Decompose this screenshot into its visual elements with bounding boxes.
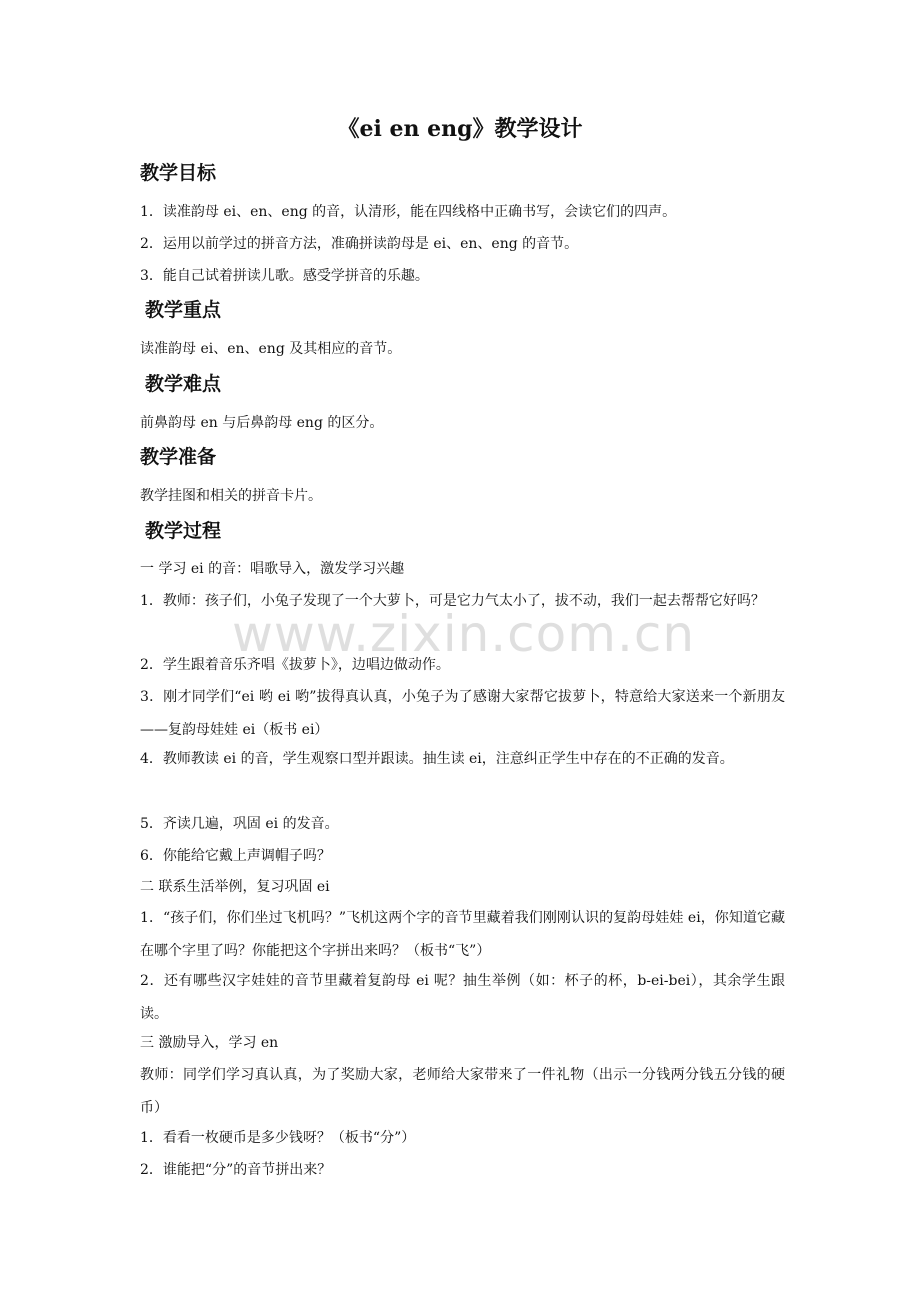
process-line: 1．教师：孩子们，小兔子发现了一个大萝卜，可是它力气太小了，拔不动，我们一起去帮帮它好吗？ bbox=[140, 593, 765, 609]
difficulties-text: 前鼻韵母 en 与后鼻韵母 eng 的区分。 bbox=[140, 415, 384, 431]
objective-item-2: 2．运用以前学过的拼音方法，准确拼读韵母是 ei、en、eng 的音节。 bbox=[140, 236, 579, 252]
process-line: 三 激励导入，学习 en bbox=[140, 1035, 279, 1051]
objective-item-3: 3．能自己试着拼读儿歌。感受学拼音的乐趣。 bbox=[140, 268, 429, 284]
process-line: 教师：同学们学习真认真，为了奖励大家，老师给大家带来了一件礼物（出示一分钱两分钱五分钱的硬币） bbox=[140, 1067, 785, 1116]
heading-process: 教学过程 bbox=[145, 520, 222, 542]
process-line: 2．学生跟着音乐齐唱《拔萝卜》，边唱边做动作。 bbox=[140, 657, 450, 673]
process-line: 1．看看一枚硬币是多少钱呀？（板书“分”） bbox=[140, 1130, 416, 1146]
process-line: 一 学习 ei 的音：唱歌导入，激发学习兴趣 bbox=[140, 561, 405, 577]
process-line: 3．刚才同学们“ei 哟 ei 哟”拔得真认真，小兔子为了感谢大家帮它拔萝卜，特意给大家送来一个新朋友——复韵母娃娃 ei（板书 ei） bbox=[140, 689, 785, 738]
preparation-text: 教学挂图和相关的拼音卡片。 bbox=[140, 488, 322, 504]
process-line: 2．谁能把“分”的音节拼出来？ bbox=[140, 1162, 332, 1178]
heading-objectives: 教学目标 bbox=[140, 162, 217, 184]
watermark-text: www.zixin.com.cn bbox=[232, 605, 696, 663]
heading-difficulties: 教学难点 bbox=[145, 373, 222, 395]
process-line: 2．还有哪些汉字娃娃的音节里藏着复韵母 ei 呢？抽生举例（如：杯子的杯，b-ei-bei），其余学生跟读。 bbox=[140, 973, 785, 1022]
process-line: 6．你能给它戴上声调帽子吗？ bbox=[140, 848, 331, 864]
process-line: 1．“孩子们，你们坐过飞机吗？”飞机这两个字的音节里藏着我们刚刚认识的复韵母娃娃 ei，你知道它藏在哪个字里了吗？你能把这个字拼出来吗？（板书“飞”） bbox=[140, 910, 785, 959]
document-title: 《ei en eng》教学设计 bbox=[337, 116, 583, 142]
objective-item-1: 1．读准韵母 ei、en、eng 的音，认清形，能在四线格中正确书写，会读它们的四声。 bbox=[140, 204, 677, 220]
key-points-text: 读准韵母 ei、en、eng 及其相应的音节。 bbox=[140, 341, 402, 357]
process-line: 二 联系生活举例，复习巩固 ei bbox=[140, 879, 330, 895]
heading-key-points: 教学重点 bbox=[145, 299, 222, 321]
process-line: 5．齐读几遍，巩固 ei 的发音。 bbox=[140, 816, 339, 832]
heading-preparation: 教学准备 bbox=[140, 446, 217, 468]
process-line: 4．教师教读 ei 的音，学生观察口型并跟读。抽生读 ei，注意纠正学生中存在的不正确的发音。 bbox=[140, 751, 734, 767]
